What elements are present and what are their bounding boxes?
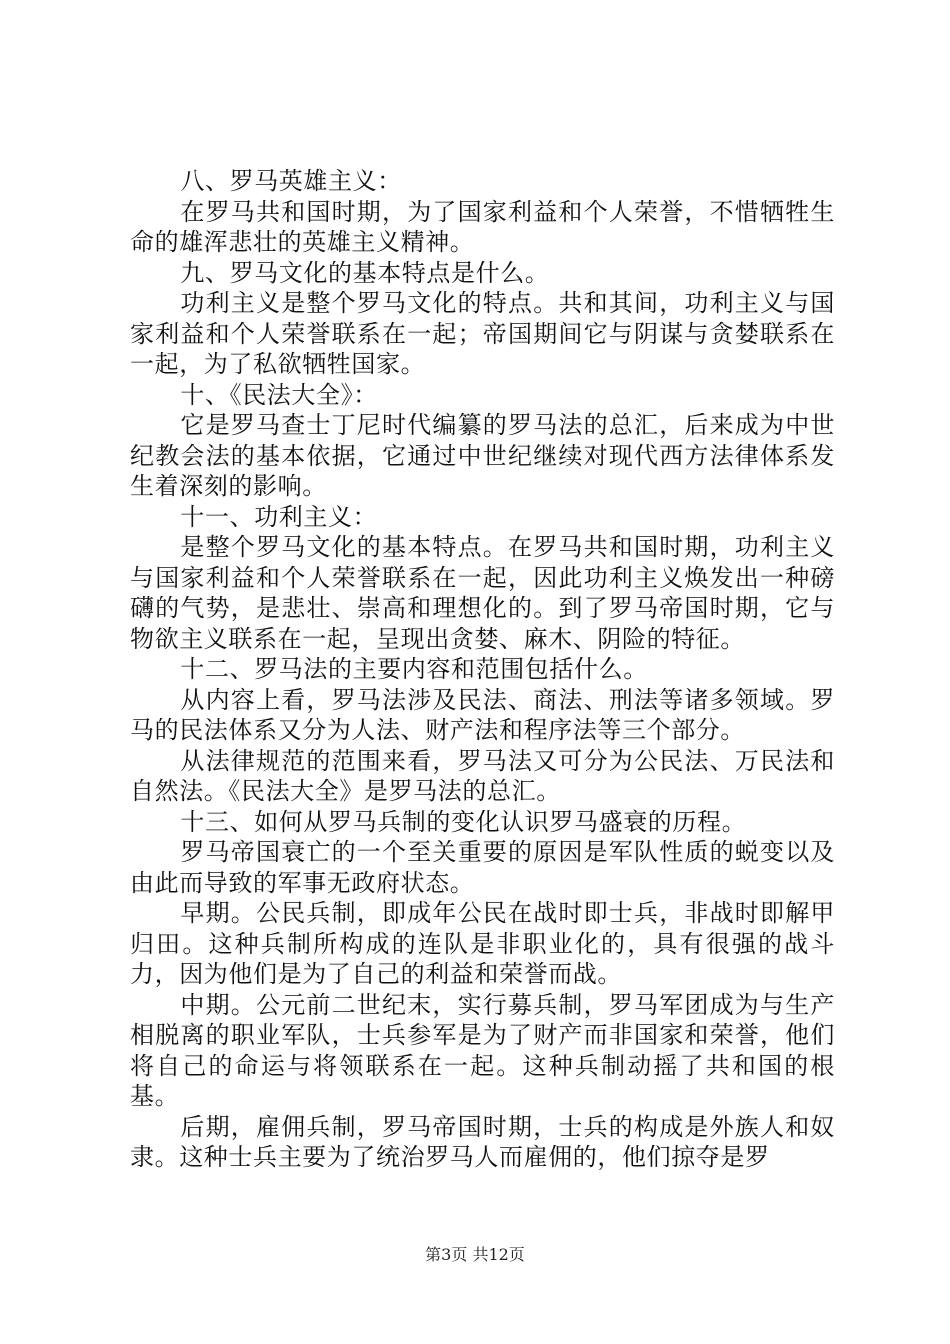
heading-roman-culture-features: 九、罗马文化的基本特点是什么。 xyxy=(180,258,550,287)
heading-utilitarianism: 十一、功利主义： xyxy=(180,502,378,531)
paragraph: 罗马帝国衰亡的一个至关重要的原因是军队性质的蜕变以及由此而导致的军事无政府状态。 xyxy=(130,838,835,897)
paragraph: 功利主义是整个罗马文化的特点。共和其间，功利主义与国家利益和个人荣誉联系在一起；帝国期间它与阴谋与贪婪联系在一起，为了私欲牺牲国家。 xyxy=(130,289,835,378)
paragraph: 它是罗马查士丁尼时代编纂的罗马法的总汇，后来成为中世纪教会法的基本依据，它通过中世纪继续对现代西方法律体系发生着深刻的影响。 xyxy=(130,411,835,500)
heading-corpus-juris-civilis: 十、《民法大全》： xyxy=(180,380,378,409)
paragraph: 后期，雇佣兵制，罗马帝国时期，士兵的构成是外族人和奴隶。这种士兵主要为了统治罗马人而雇佣的，他们掠夺是罗 xyxy=(130,1112,835,1171)
heading-roman-heroism: 八、罗马英雄主义： xyxy=(180,167,402,195)
paragraph: 中期。公元前二世纪末，实行募兵制，罗马军团成为与生产相脱离的职业军队，士兵参军是为了财产而非国家和荣誉，他们将自己的命运与将领联系在一起。这种兵制动摇了共和国的根基。 xyxy=(130,990,835,1110)
heading-roman-law-content: 十二、罗马法的主要内容和范围包括什么。 xyxy=(180,655,648,683)
document-body xyxy=(130,166,835,1173)
paragraph: 在罗马共和国时期，为了国家利益和个人荣誉，不惜牺牲生命的雄浑悲壮的英雄主义精神。 xyxy=(130,197,835,256)
page-number-footer: 第3页 共12页 xyxy=(425,1245,525,1264)
paragraph: 早期。公民兵制，即成年公民在战时即士兵，非战时即解甲归田。这种兵制所构成的连队是非职业化的，具有很强的战斗力，因为他们是为了自己的利益和荣誉而战。 xyxy=(130,899,835,988)
paragraph: 是整个罗马文化的基本特点。在罗马共和国时期，功利主义与国家利益和个人荣誉联系在一起，因此功利主义焕发出一种磅礴的气势，是悲壮、崇高和理想化的。到了罗马帝国时期，它与物欲主义联系在一起，呈现出贪婪、麻木、阴险的特征。 xyxy=(130,533,835,653)
paragraph: 从内容上看，罗马法涉及民法、商法、刑法等诸多领域。罗马的民法体系又分为人法、财产法和程序法等三个部分。 xyxy=(130,685,835,744)
paragraph: 从法律规范的范围来看，罗马法又可分为公民法、万民法和自然法。《民法大全》是罗马法的总汇。 xyxy=(130,746,835,805)
heading-roman-military-system: 十三、如何从罗马兵制的变化认识罗马盛衰的历程。 xyxy=(180,807,747,836)
